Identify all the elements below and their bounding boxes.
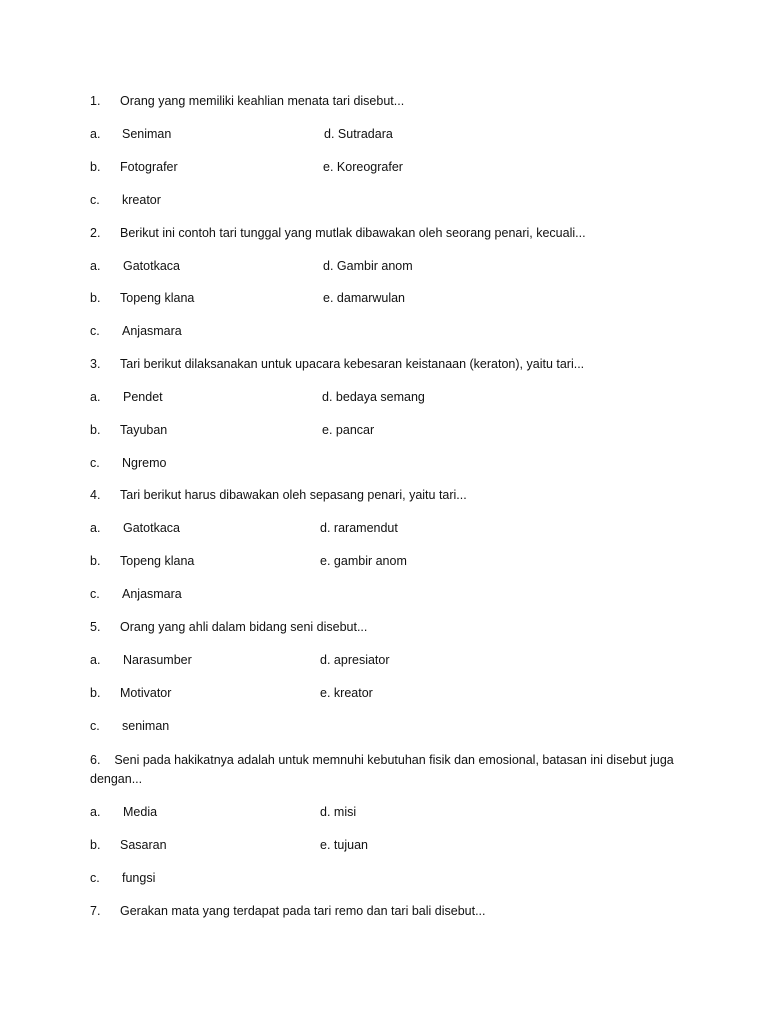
option-text: Anjasmara <box>122 587 182 601</box>
option-text-right: e. Koreografer <box>323 160 403 174</box>
question-text: Tari berikut dilaksanakan untuk upacara kebesaran keistanaan (keraton), yaitu tari... <box>120 357 585 371</box>
question-number: 4. <box>90 488 101 502</box>
option-label: c. <box>90 324 100 338</box>
option-text: Media <box>123 805 158 819</box>
question-text: Berikut ini contoh tari tunggal yang mutlak dibawakan oleh seorang penari, kecuali... <box>120 226 586 240</box>
question-text: Gerakan mata yang terdapat pada tari remo dan tari bali disebut... <box>120 904 486 918</box>
option-text: seniman <box>122 719 170 733</box>
option-text-right: d. Gambir anom <box>323 259 413 273</box>
question-number: 5. <box>90 620 101 634</box>
option-label: b. <box>90 838 101 852</box>
option-label: c. <box>90 456 100 470</box>
option-text: Gatotkaca <box>123 259 180 273</box>
option-text: Sasaran <box>120 838 167 852</box>
option-text: Topeng klana <box>120 291 195 305</box>
option-label: a. <box>90 390 101 404</box>
option-text: Narasumber <box>123 653 192 667</box>
option-text-right: d. bedaya semang <box>322 390 425 404</box>
option-label: a. <box>90 653 101 667</box>
option-label: b. <box>90 423 101 437</box>
option-text-right: d. apresiator <box>320 653 390 667</box>
option-label: a. <box>90 805 101 819</box>
option-text-right: e. kreator <box>320 686 373 700</box>
question-number: 3. <box>90 357 101 371</box>
option-text: Gatotkaca <box>123 521 180 535</box>
option-text: Pendet <box>123 390 163 404</box>
option-label: c. <box>90 193 100 207</box>
question-text: Orang yang memiliki keahlian menata tari disebut... <box>120 94 405 108</box>
option-text-right: e. damarwulan <box>323 291 406 305</box>
option-text: fungsi <box>122 871 156 885</box>
option-text-right: e. pancar <box>322 423 375 437</box>
option-label: b. <box>90 686 101 700</box>
question-number: 2. <box>90 226 101 240</box>
option-text: kreator <box>122 193 161 207</box>
option-text-right: e. gambir anom <box>320 554 407 568</box>
option-text-right: e. tujuan <box>320 838 368 852</box>
option-text-right: d. Sutradara <box>324 127 393 141</box>
option-text-right: d. misi <box>320 805 357 819</box>
question-number: 6. <box>90 753 101 767</box>
option-text: Fotografer <box>120 160 178 174</box>
option-text: Anjasmara <box>122 324 182 338</box>
option-label: c. <box>90 871 100 885</box>
question-number: 7. <box>90 904 101 918</box>
option-label: a. <box>90 127 101 141</box>
option-label: c. <box>90 719 100 733</box>
question-text: Tari berikut harus dibawakan oleh sepasang penari, yaitu tari... <box>120 488 467 502</box>
question-text: Orang yang ahli dalam bidang seni disebut... <box>120 620 368 634</box>
option-label: a. <box>90 259 101 273</box>
question-text: Seni pada hakikatnya adalah untuk memnuhi kebutuhan fisik dan emosional, batasan ini disebut juga dengan... <box>90 753 674 786</box>
option-text: Topeng klana <box>120 554 195 568</box>
option-label: b. <box>90 554 101 568</box>
option-text: Seniman <box>122 127 172 141</box>
option-label: c. <box>90 587 100 601</box>
question-6 <box>90 751 675 789</box>
option-label: a. <box>90 521 101 535</box>
option-label: b. <box>90 291 101 305</box>
option-text: Motivator <box>120 686 172 700</box>
option-text-right: d. raramendut <box>320 521 398 535</box>
option-label: b. <box>90 160 101 174</box>
option-text: Ngremo <box>122 456 167 470</box>
option-text: Tayuban <box>120 423 168 437</box>
question-number: 1. <box>90 94 101 108</box>
